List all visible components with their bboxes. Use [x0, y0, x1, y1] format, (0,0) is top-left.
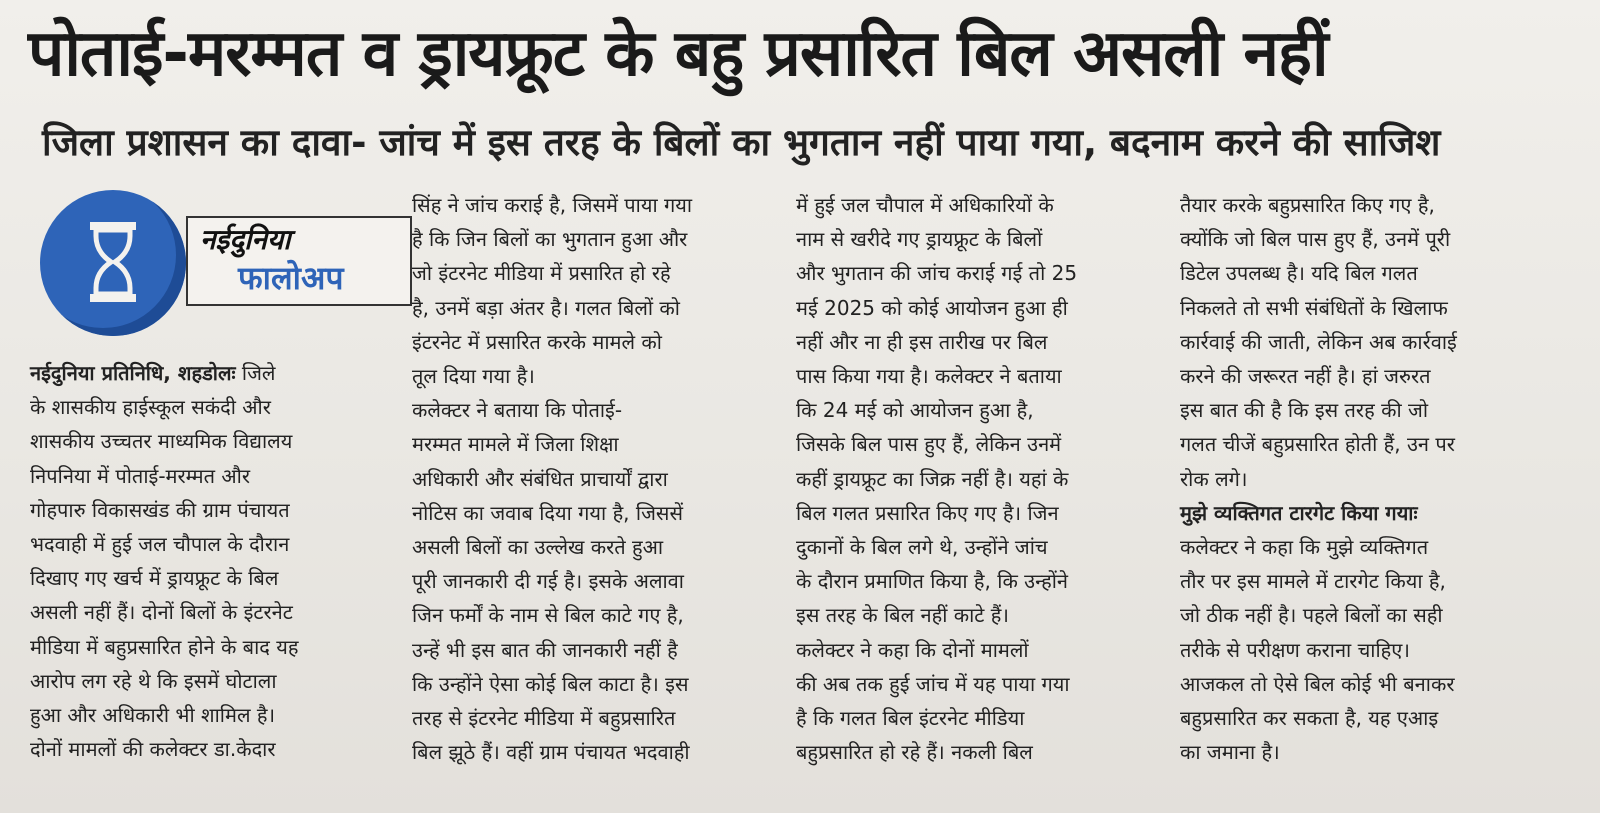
- article-line: [796, 633, 1029, 667]
- article-line: [796, 564, 1068, 598]
- article-line-text: मीडिया में बहुप्रसारित होने के बाद यह: [30, 634, 299, 659]
- logo-label: फालोअप: [238, 259, 344, 297]
- hourglass-icon: [88, 222, 138, 302]
- article-line-bold: मुझे व्यक्तिगत टारगेट किया गयाः: [1180, 500, 1418, 525]
- article-line: [796, 359, 1062, 393]
- article-line: [1180, 222, 1450, 256]
- article-line-text: इंटरनेट में प्रसारित करके मामले को: [412, 329, 662, 354]
- article-line: [30, 390, 271, 424]
- article-line: [1180, 530, 1428, 564]
- article-line: [796, 222, 1042, 256]
- article-line: [1180, 735, 1280, 769]
- article-line: [796, 393, 1034, 427]
- article-line: [1180, 496, 1418, 530]
- article-line-text: नाम से खरीदे गए ड्रायफ्रूट के बिलों: [796, 227, 1043, 252]
- article-line: [1180, 359, 1431, 393]
- article-line: [30, 698, 275, 732]
- article-line-text: गोहपारु विकासखंड की ग्राम पंचायत: [30, 497, 290, 522]
- article-line-text: असली बिलों का उल्लेख करते हुआ: [412, 535, 664, 559]
- article-line-text: जिसके बिल पास हुए हैं, लेकिन उनमें: [796, 432, 1062, 457]
- article-line-text: तूल दिया गया है।: [412, 364, 535, 388]
- article-line-text: करने की जरूरत नहीं है। हां जरुरत: [1180, 364, 1431, 388]
- article-line: [30, 527, 289, 561]
- article-line-text: उन्हें भी इस बात की जानकारी नहीं है: [412, 637, 678, 662]
- article-line-text: कलेक्टर ने कहा कि मुझे व्यक्तिगत: [1180, 535, 1429, 559]
- article-line: [796, 325, 1047, 359]
- article-line-text: कि उन्होंने ऐसा कोई बिल काटा है। इस: [412, 671, 689, 696]
- article-line: [796, 256, 1077, 290]
- article-line-text: के दौरान प्रमाणित किया है, कि उन्होंने: [796, 569, 1069, 594]
- article-line-text: निकलते तो सभी संबंधितों के खिलाफ: [1180, 295, 1448, 320]
- article-line: [1180, 701, 1438, 735]
- article-line-text: पास किया गया है। कलेक्टर ने बताया: [796, 364, 1062, 388]
- article-line-text: मई 2025 को कोई आयोजन हुआ ही: [796, 295, 1068, 320]
- article-line-text: है कि गलत बिल इंटरनेट मीडिया: [796, 706, 1025, 730]
- article-line-text: की अब तक हुई जांच में यह पाया गया: [796, 671, 1070, 696]
- article-line-text: निपनिया में पोताई-मरम्मत और: [30, 463, 251, 488]
- article-line-text: हुआ और अधिकारी भी शामिल है।: [30, 703, 276, 727]
- article-line: [412, 359, 535, 393]
- article-line-text: बिल झूठे हैं। वहीं ग्राम पंचायत भदवाही: [412, 740, 690, 765]
- article-line: [412, 256, 671, 290]
- logo-brand: नईदुनिया: [200, 223, 291, 256]
- article-line-text: में हुई जल चौपाल में अधिकारियों के: [796, 193, 1054, 217]
- article-line-text: जिले: [235, 361, 276, 385]
- article-line-text: रोक लगे।: [1180, 466, 1248, 491]
- article-line-text: कलेक्टर ने कहा कि दोनों मामलों: [796, 637, 1029, 662]
- article-line: [30, 493, 290, 527]
- article-line: [412, 222, 687, 256]
- article-line: [796, 735, 1033, 769]
- article-line-text: है कि जिन बिलों का भुगतान हुआ और: [412, 227, 688, 252]
- article-line: [796, 530, 1048, 564]
- article-line: [412, 633, 678, 667]
- article-line-text: तरीके से परीक्षण कराना चाहिए।: [1180, 637, 1410, 662]
- article-line: [412, 701, 675, 735]
- article-line: [796, 291, 1068, 325]
- article-line: [412, 188, 692, 222]
- article-line-text: के शासकीय हाईस्कूल सकंदी और: [30, 395, 271, 420]
- article-line: [30, 664, 277, 698]
- article-line-text: तौर पर इस मामले में टारगेट किया है,: [1180, 569, 1446, 594]
- article-line: [412, 598, 684, 632]
- article-line: [1180, 667, 1455, 701]
- article-line: [412, 530, 663, 564]
- article-line-text: शासकीय उच्चतर माध्यमिक विद्यालय: [30, 429, 293, 454]
- article-line: [796, 188, 1054, 222]
- article-line-text: पूरी जानकारी दी गई है। इसके अलावा: [412, 569, 684, 594]
- article-line: [30, 561, 278, 595]
- article-line-text: डिटेल उपलब्ध है। यदि बिल गलत: [1180, 261, 1418, 286]
- article-line-bold: नईदुनिया प्रतिनिधि, शहडोलः: [30, 361, 236, 385]
- article-line-text: जो इंटरनेट मीडिया में प्रसारित हो रहे: [412, 261, 671, 286]
- article-line: [1180, 393, 1428, 427]
- article-line: [412, 291, 680, 325]
- article-line-text: गलत चीजें बहुप्रसारित होती हैं, उन पर: [1180, 432, 1455, 457]
- article-line-text: आजकल तो ऐसे बिल कोई भी बनाकर: [1180, 671, 1455, 696]
- article-line: [412, 667, 689, 701]
- article-line-text: क्योंकि जो बिल पास हुए हैं, उनमें पूरी: [1180, 227, 1451, 252]
- article-line-text: इस बात की है कि इस तरह की जो: [1180, 398, 1428, 423]
- article-line-text: बहुप्रसारित हो रहे हैं। नकली बिल: [796, 740, 1033, 765]
- article-line: [1180, 256, 1418, 290]
- article-line-text: दिखाए गए खर्च में ड्रायफ्रूट के बिल: [30, 566, 279, 591]
- article-line-text: तैयार करके बहुप्रसारित किए गए है,: [1180, 193, 1435, 217]
- article-line: [30, 459, 250, 493]
- article-line-text: नहीं और ना ही इस तारीख पर बिल: [796, 329, 1048, 354]
- article-line-text: और भुगतान की जांच कराई गई तो 25: [796, 261, 1078, 286]
- article-line: [1180, 188, 1435, 222]
- subheadline: जिला प्रशासन का दावा- जांच में इस तरह के बिलों का भुगतान नहीं पाया गया, बदनाम करने की साजिश: [42, 121, 1441, 164]
- article-line-text: दुकानों के बिल लगे थे, उन्होंने जांच: [796, 535, 1048, 559]
- article-line: [1180, 598, 1443, 632]
- article-line: [796, 701, 1024, 735]
- article-line-text: कहीं ड्रायफ्रूट का जिक्र नहीं है। यहां के: [796, 466, 1069, 491]
- article-line-text: तरह से इंटरनेट मीडिया में बहुप्रसारित: [412, 706, 676, 730]
- article-line: [1180, 427, 1455, 461]
- followup-logo: [36, 188, 376, 338]
- article-line: [796, 598, 1009, 632]
- article-line: [30, 356, 275, 390]
- article-line: [1180, 633, 1410, 667]
- article-line: [412, 735, 690, 769]
- headline: पोताई-मरम्मत व ड्रायफ्रूट के बहु प्रसारित बिल असली नहीं: [28, 17, 1328, 91]
- article-line: [796, 427, 1061, 461]
- article-line-text: नोटिस का जवाब दिया गया है, जिससें: [412, 500, 683, 525]
- article-line: [796, 667, 1070, 701]
- article-line: [1180, 462, 1247, 496]
- article-line: [412, 462, 668, 496]
- article-line-text: कलेक्टर ने बताया कि पोताई-: [412, 398, 623, 423]
- article-line-text: कि 24 मई को आयोजन हुआ है,: [796, 398, 1034, 423]
- article-line-text: बहुप्रसारित कर सकता है, यह एआइ: [1180, 706, 1439, 730]
- article-line: [412, 393, 622, 427]
- article-line-text: जो ठीक नहीं है। पहले बिलों का सही: [1180, 603, 1443, 628]
- article-line: [412, 564, 684, 598]
- article-line-text: दोनों मामलों की कलेक्टर डा.केदार: [30, 737, 276, 762]
- article-line: [412, 427, 619, 461]
- article-line: [1180, 325, 1457, 359]
- article-line-text: बिल गलत प्रसारित किए गए है। जिन: [796, 500, 1059, 525]
- article-line: [1180, 291, 1448, 325]
- article-line: [30, 595, 293, 629]
- article-line: [30, 424, 292, 458]
- article-line-text: अधिकारी और संबंधित प्राचार्यों द्वारा: [412, 466, 668, 491]
- article-line: [412, 325, 662, 359]
- article-line-text: है, उनमें बड़ा अंतर है। गलत बिलों को: [412, 295, 680, 320]
- article-line-text: जिन फर्मों के नाम से बिल काटे गए है,: [412, 603, 684, 628]
- logo-badge: [186, 216, 412, 306]
- article-line-text: सिंह ने जांच कराई है, जिसमें पाया गया: [412, 193, 693, 217]
- article-line-text: मरम्मत मामले में जिला शिक्षा: [412, 432, 619, 457]
- article-line-text: कार्रवाई की जाती, लेकिन अब कार्रवाई: [1180, 329, 1457, 354]
- article-line: [30, 732, 276, 766]
- article-line-text: असली नहीं हैं। दोनों बिलों के इंटरनेट: [30, 600, 293, 625]
- article-line-text: भदवाही में हुई जल चौपाल के दौरान: [30, 532, 290, 556]
- article-line-text: का जमाना है।: [1180, 740, 1280, 765]
- article-line: [1180, 564, 1446, 598]
- article-line: [412, 496, 683, 530]
- article-line-text: इस तरह के बिल नहीं काटे हैं।: [796, 603, 1009, 628]
- article-line: [796, 496, 1059, 530]
- article-line: [30, 630, 298, 664]
- article-line-text: आरोप लग रहे थे कि इसमें घोटाला: [30, 668, 277, 693]
- article-line: [796, 462, 1068, 496]
